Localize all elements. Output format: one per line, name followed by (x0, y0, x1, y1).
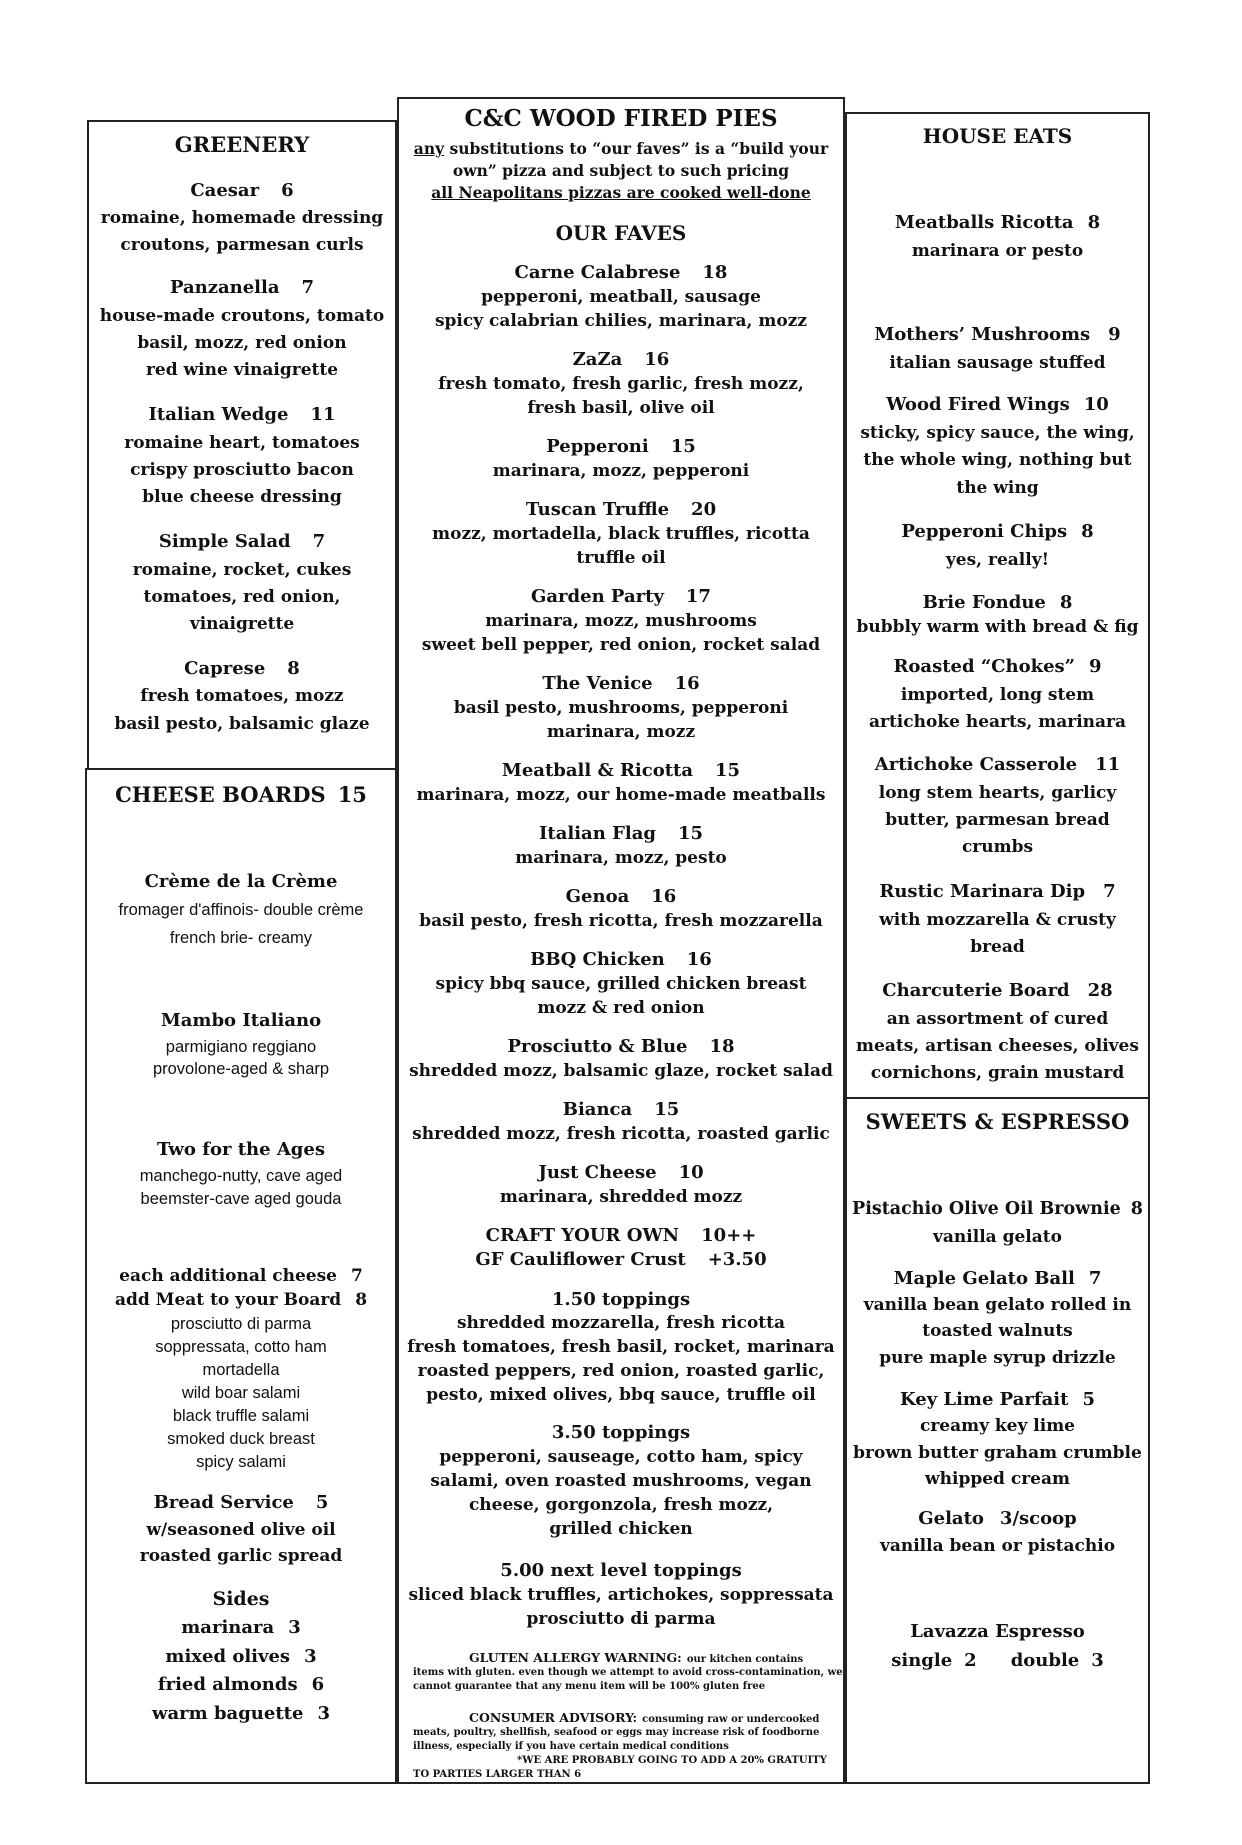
pizza-bbq-chicken: BBQ Chicken 16 (530, 949, 712, 970)
item-description: french brie- creamy (169, 929, 313, 947)
house-pepperoni-chips: Pepperoni Chips 8 (901, 521, 1094, 542)
topping-line: prosciutto di parma (526, 1609, 716, 1629)
item-description: shredded mozz, balsamic glaze, rocket salad (409, 1061, 833, 1081)
item-description: with mozzarella & crusty (879, 910, 1116, 930)
item-description: marinara, mozz, our home-made meatballs (416, 785, 826, 805)
gluten-warning: GLUTEN ALLERGY WARNING: our kitchen contains items with gluten. even though we attempt to avoid cross-contamination, we cannot guarantee that any menu item will be 100% gluten free (413, 1650, 843, 1692)
topping-line: fresh tomatoes, fresh basil, rocket, marinara (407, 1337, 835, 1357)
item-description: fresh basil, olive oil (527, 398, 715, 418)
item-description: mozz & red onion (537, 998, 705, 1018)
topping-line: cheese, gorgonzola, fresh mozz, (468, 1495, 774, 1515)
topping-line: pepperoni, sauseage, cotto ham, spicy (439, 1447, 803, 1467)
item-description: vanilla bean or pistachio (879, 1536, 1116, 1556)
item-description: basil pesto, mushrooms, pepperoni (453, 698, 789, 718)
sweets-title: SWEETS & ESPRESSO (865, 1109, 1130, 1134)
pizza-italian-flag: Italian Flag 15 (538, 823, 704, 844)
pizza-tuscan-truffle: Tuscan Truffle 20 (525, 499, 717, 520)
lavazza-espresso: Lavazza Espresso (910, 1621, 1085, 1642)
pizza-carne-calabrese: Carne Calabrese 18 (514, 262, 728, 283)
cheese-board-creme: Crème de la Crème (144, 871, 338, 892)
topping-line: roasted peppers, red onion, roasted garlic, (417, 1361, 825, 1381)
sweet-key-lime-parfait: Key Lime Parfait 5 (900, 1389, 1095, 1410)
item-description: long stem hearts, garlicy (878, 783, 1117, 803)
meat-option: black truffle salami (172, 1407, 310, 1425)
topping-line: pesto, mixed olives, bbq sauce, truffle oil (426, 1385, 816, 1405)
pies-section (397, 97, 845, 1784)
item-description: spicy calabrian chilies, marinara, mozz (434, 311, 808, 331)
menu-item-simple-salad: Simple Salad 7 (158, 531, 326, 552)
pizza-genoa: Genoa 16 (565, 886, 677, 907)
menu-item-italian-wedge: Italian Wedge 11 (148, 404, 336, 425)
item-description: marinara, mozz, pepperoni (492, 461, 750, 481)
item-description: basil pesto, balsamic glaze (114, 714, 370, 734)
item-description: butter, parmesan bread (885, 810, 1110, 830)
sweet-pistachio-brownie: Pistachio Olive Oil Brownie 8 (852, 1199, 1143, 1219)
side-item: fried almonds 6 (157, 1674, 325, 1695)
item-description: basil pesto, fresh ricotta, fresh mozzarella (419, 911, 823, 931)
add-meat: add Meat to your Board 8 (114, 1290, 368, 1310)
toppings-350-title: 3.50 toppings (551, 1422, 691, 1443)
item-description: yes, really! (945, 550, 1050, 570)
pizza-pepperoni: Pepperoni 15 (546, 436, 696, 457)
meat-option: smoked duck breast (167, 1430, 315, 1448)
item-description: vanilla bean gelato rolled in (863, 1295, 1132, 1315)
meat-option: prosciutto di parma (170, 1315, 312, 1333)
item-description: red wine vinaigrette (145, 360, 339, 380)
item-description: parmigiano reggiano (165, 1038, 317, 1056)
pizza-meatball-ricotta: Meatball & Ricotta 15 (501, 760, 741, 781)
item-description: meats, artisan cheeses, olives (856, 1036, 1139, 1056)
item-description: croutons, parmesan curls (120, 235, 364, 255)
item-description: imported, long stem (900, 685, 1095, 705)
sweets-section (845, 1097, 1150, 1784)
house-roasted-chokes: Roasted “Chokes” 9 (893, 656, 1102, 677)
item-description: beemster-cave aged gouda (140, 1190, 342, 1208)
item-description: the whole wing, nothing but (863, 450, 1132, 470)
item-description: sweet bell pepper, red onion, rocket salad (421, 635, 821, 655)
item-description: spicy bbq sauce, grilled chicken breast (435, 974, 807, 994)
craft-your-own: CRAFT YOUR OWN 10++ (485, 1225, 757, 1246)
meat-option: wild boar salami (181, 1384, 301, 1402)
toppings-500-title: 5.00 next level toppings (500, 1560, 742, 1581)
item-description: marinara, mozz (546, 722, 696, 742)
extra-cheese: each additional cheese 7 (119, 1266, 363, 1286)
house-rustic-marinara-dip: Rustic Marinara Dip 7 (879, 881, 1116, 902)
cheese-boards-title: CHEESE BOARDS 15 (115, 782, 367, 807)
espresso-sizes: single 2 double 3 (891, 1650, 1104, 1671)
gf-crust: GF Cauliflower Crust +3.50 (475, 1249, 767, 1270)
item-description: marinara or pesto (911, 241, 1084, 261)
pies-note: any substitutions to “our faves” is a “build your (413, 139, 829, 158)
item-description: the wing (956, 478, 1039, 498)
menu-item-caesar: Caesar 6 (190, 180, 294, 201)
house-wood-fired-wings: Wood Fired Wings 10 (886, 394, 1109, 415)
item-description: romaine heart, tomatoes (124, 433, 360, 453)
pies-note: own” pizza and subject to such pricing (452, 161, 790, 180)
item-description: vanilla gelato (933, 1227, 1062, 1247)
pizza-just-cheese: Just Cheese 10 (538, 1162, 704, 1183)
pies-title: C&C WOOD FIRED PIES (464, 105, 778, 132)
house-brie-fondue: Brie Fondue 8 (922, 592, 1073, 613)
item-description: crispy prosciutto bacon (130, 460, 354, 480)
item-description: fresh tomato, fresh garlic, fresh mozz, (438, 374, 804, 394)
meat-option: soppressata, cotto ham (155, 1338, 327, 1356)
item-description: artichoke hearts, marinara (868, 712, 1127, 732)
sides-title: Sides (212, 1588, 270, 1610)
topping-line: shredded mozzarella, fresh ricotta (456, 1313, 786, 1333)
pizza-zaza: ZaZa 16 (572, 349, 670, 370)
item-description: blue cheese dressing (142, 487, 342, 507)
pizza-the-venice: The Venice 16 (542, 673, 700, 694)
sweet-gelato: Gelato 3/scoop (918, 1508, 1077, 1529)
sweet-maple-gelato-ball: Maple Gelato Ball 7 (893, 1268, 1102, 1289)
item-description: marinara, shredded mozz (499, 1187, 743, 1207)
pizza-prosciutto-blue: Prosciutto & Blue 18 (507, 1036, 735, 1057)
item-description: italian sausage stuffed (889, 353, 1106, 373)
side-item: mixed olives 3 (165, 1646, 317, 1667)
house-charcuterie-board: Charcuterie Board 28 (882, 980, 1113, 1001)
item-description: house-made croutons, tomato (99, 306, 385, 326)
meat-option: spicy salami (196, 1453, 286, 1471)
item-description: whipped cream (925, 1469, 1070, 1489)
house-meatballs-ricotta: Meatballs Ricotta 8 (894, 212, 1101, 233)
item-description: marinara, mozz, mushrooms (485, 611, 757, 631)
cheese-boards-section (85, 768, 397, 1784)
item-description: truffle oil (576, 548, 666, 568)
item-description: fresh tomatoes, mozz (140, 686, 344, 706)
pizza-bianca: Bianca 15 (562, 1099, 680, 1120)
item-description: sticky, spicy sauce, the wing, (860, 423, 1135, 443)
house-eats-title: HOUSE EATS (922, 124, 1073, 148)
cheese-board-two-ages: Two for the Ages (157, 1139, 325, 1160)
item-description: tomatoes, red onion, (143, 587, 341, 607)
item-description: cornichons, grain mustard (870, 1063, 1125, 1083)
pizza-garden-party: Garden Party 17 (531, 586, 711, 607)
item-description: manchego-nutty, cave aged (139, 1167, 343, 1185)
item-description: romaine, rocket, cukes (132, 560, 352, 580)
item-description: provolone-aged & sharp (152, 1060, 330, 1078)
item-description: brown butter graham crumble (853, 1443, 1142, 1463)
item-description: roasted garlic spread (139, 1546, 343, 1566)
item-description: pure maple syrup drizzle (879, 1348, 1116, 1368)
side-item: warm baguette 3 (152, 1703, 330, 1724)
our-faves-title: OUR FAVES (555, 221, 687, 245)
item-description: romaine, homemade dressing (100, 208, 384, 228)
house-eats-section (845, 112, 1150, 1099)
meat-option: mortadella (202, 1361, 280, 1379)
topping-line: sliced black truffles, artichokes, soppressata (408, 1585, 834, 1605)
item-description: an assortment of cured (886, 1009, 1109, 1029)
item-description: vinaigrette (189, 614, 295, 634)
item-description: mozz, mortadella, black truffles, ricotta (432, 524, 810, 544)
cheese-board-mambo: Mambo Italiano (160, 1010, 322, 1031)
house-artichoke-casserole: Artichoke Casserole 11 (874, 754, 1121, 775)
item-description: fromager d'affinois- double crème (118, 901, 364, 919)
house-mothers-mushrooms: Mothers’ Mushrooms 9 (874, 324, 1121, 345)
bread-service: Bread Service 5 (153, 1492, 329, 1513)
item-description: pepperoni, meatball, sausage (481, 287, 761, 307)
topping-line: grilled chicken (549, 1519, 693, 1539)
menu-item-panzanella: Panzanella 7 (169, 277, 315, 298)
item-description: basil, mozz, red onion (137, 333, 347, 353)
toppings-150-title: 1.50 toppings (551, 1289, 691, 1310)
item-description: marinara, mozz, pesto (515, 848, 727, 868)
item-description: crumbs (961, 837, 1034, 857)
greenery-title: GREENERY (174, 132, 310, 157)
item-description: creamy key lime (919, 1416, 1076, 1436)
item-description: toasted walnuts (922, 1321, 1073, 1341)
item-description: w/seasoned olive oil (146, 1520, 336, 1540)
side-item: marinara 3 (181, 1617, 301, 1638)
consumer-advisory: CONSUMER ADVISORY: consuming raw or undercooked meats, poultry, shellfish, seafood or eggs may increase risk of foodborne illness, especially if you have certain medical conditions *WE ARE PROBABLY GOING TO ADD A 20% GRATUITY TO PARTIES LARGER THAN 6 (413, 1710, 827, 1780)
item-description: bubbly warm with bread & fig (856, 617, 1139, 637)
item-description: bread (970, 937, 1025, 957)
pies-note: all Neapolitans pizzas are cooked well-done (431, 183, 811, 202)
greenery-section (87, 120, 397, 770)
menu-item-caprese: Caprese 8 (184, 658, 300, 679)
item-description: shredded mozz, fresh ricotta, roasted garlic (412, 1124, 830, 1144)
topping-line: salami, oven roasted mushrooms, vegan (430, 1471, 812, 1491)
